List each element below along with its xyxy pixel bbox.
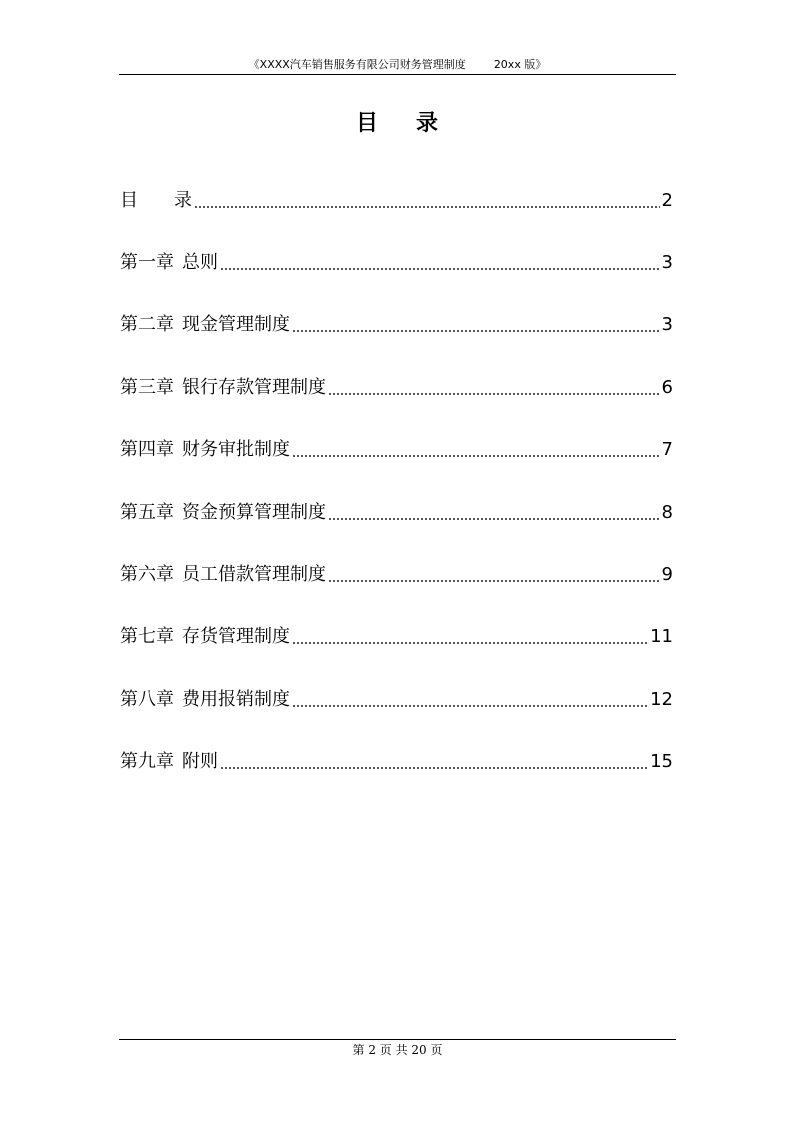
toc-entry-chapter-3[interactable]: [120, 376, 673, 400]
toc-page-number: 8: [661, 502, 673, 523]
toc-entry-contents[interactable]: [120, 189, 673, 213]
toc-page-number: 15: [650, 751, 673, 772]
toc-entry-chapter-7[interactable]: [120, 625, 673, 649]
toc-entry-chapter-6[interactable]: [120, 563, 673, 587]
toc-leader-dots: [220, 767, 648, 769]
toc-leader-dots: [194, 206, 660, 208]
toc-entry-label: 第七章 存货管理制度: [120, 626, 290, 647]
toc-page-number: 12: [650, 689, 673, 710]
toc-page-number: 6: [661, 377, 673, 398]
toc-entry-chapter-1[interactable]: [120, 251, 673, 275]
toc-leader-dots: [292, 705, 648, 707]
toc-entry-chapter-9[interactable]: [120, 750, 673, 774]
toc-page-number: 11: [650, 626, 673, 647]
toc-leader-dots: [328, 580, 660, 582]
toc-page-number: 3: [661, 314, 673, 335]
toc-entry-chapter-4[interactable]: [120, 438, 673, 462]
toc-leader-dots: [292, 642, 648, 644]
toc-entry-chapter-5[interactable]: [120, 501, 673, 525]
footer-rule: [119, 1039, 676, 1040]
toc-entry-chapter-2[interactable]: [120, 313, 673, 337]
toc-heading-right: 录: [416, 111, 439, 136]
toc-heading-left: 目: [355, 111, 378, 136]
toc-heading: [0, 108, 794, 140]
running-header: [119, 57, 676, 73]
header-title: 《XXXX汽车销售服务有限公司财务管理制度: [248, 58, 466, 71]
toc-entry-label: 第九章 附则: [120, 751, 218, 772]
toc-leader-dots: [292, 455, 660, 457]
toc-page-number: 2: [661, 190, 673, 211]
toc-entry-label: 第四章 财务审批制度: [120, 439, 290, 460]
toc-entry-chapter-8[interactable]: [120, 688, 673, 712]
toc-page-number: 9: [661, 564, 673, 585]
toc-entry-label: 第二章 现金管理制度: [120, 314, 290, 335]
toc-entry-label: 第六章 员工借款管理制度: [120, 564, 326, 585]
toc-leader-dots: [328, 393, 660, 395]
toc-entry-label: 第一章 总则: [120, 252, 218, 273]
header-version: 20xx 版》: [493, 58, 547, 71]
page-footer: 第 2 页 共 20 页: [352, 1043, 443, 1057]
toc-entry-label: 目 录: [120, 190, 192, 211]
toc-leader-dots: [292, 330, 660, 332]
toc-page-number: 3: [661, 252, 673, 273]
toc-entry-label: 第三章 银行存款管理制度: [120, 377, 326, 398]
toc-leader-dots: [220, 268, 660, 270]
toc-leader-dots: [328, 518, 660, 520]
toc-page-number: 7: [661, 439, 673, 460]
toc-entry-label: 第八章 费用报销制度: [120, 689, 290, 710]
toc-entry-label: 第五章 资金预算管理制度: [120, 502, 326, 523]
header-rule: [119, 74, 676, 75]
